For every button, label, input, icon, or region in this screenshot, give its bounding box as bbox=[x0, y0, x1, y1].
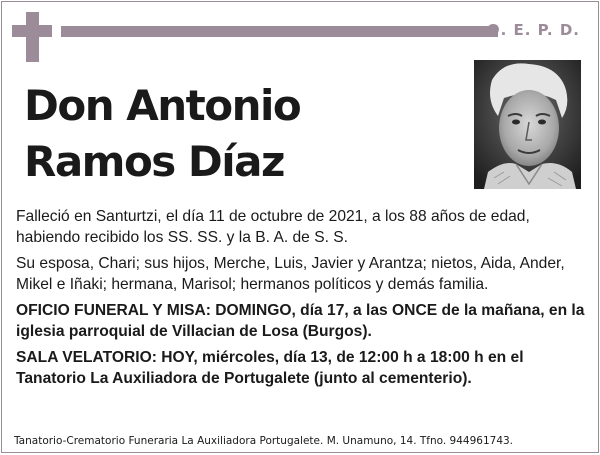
deceased-name bbox=[24, 78, 300, 190]
death-paragraph: Falleció en Santurtzi, el día 11 de octubre de 2021, a los 88 años de edad, habiendo recibido los SS. SS. y la B. A. de S. S. bbox=[16, 208, 530, 246]
funeral-home-footer: Tanatorio-Crematorio Funeraria La Auxiliadora Portugalete. M. Unamuno, 14. Tfno. 944961743. bbox=[14, 435, 514, 447]
funeral-paragraph: OFICIO FUNERAL Y MISA: DOMINGO, día 17, a las ONCE de la mañana, en la iglesia parroquial de Villacian de Losa (Burgos). bbox=[16, 302, 585, 340]
family-paragraph: Su esposa, Chari; sus hijos, Merche, Luis, Javier y Arantza; nietos, Aida, Ander, Mikel e Iñaki; hermana, Marisol; hermanos políticos y demás familia. bbox=[16, 255, 565, 293]
qepd-label: Q. E. P. D. bbox=[486, 21, 580, 39]
deceased-name-line2: Ramos Díaz bbox=[24, 137, 284, 186]
header-bar bbox=[61, 26, 498, 37]
obituary-notice bbox=[1, 1, 599, 453]
cross-icon-horizontal bbox=[12, 25, 52, 37]
deceased-photo bbox=[474, 60, 581, 189]
wake-paragraph: SALA VELATORIO: HOY, miércoles, día 13, de 12:00 h a 18:00 h en el Tanatorio La Auxiliadora de Portugalete (junto al cementerio). bbox=[16, 349, 524, 387]
deceased-name-line1: Don Antonio bbox=[24, 81, 301, 130]
obituary-body bbox=[16, 206, 588, 394]
cross-icon-vertical bbox=[26, 12, 39, 62]
